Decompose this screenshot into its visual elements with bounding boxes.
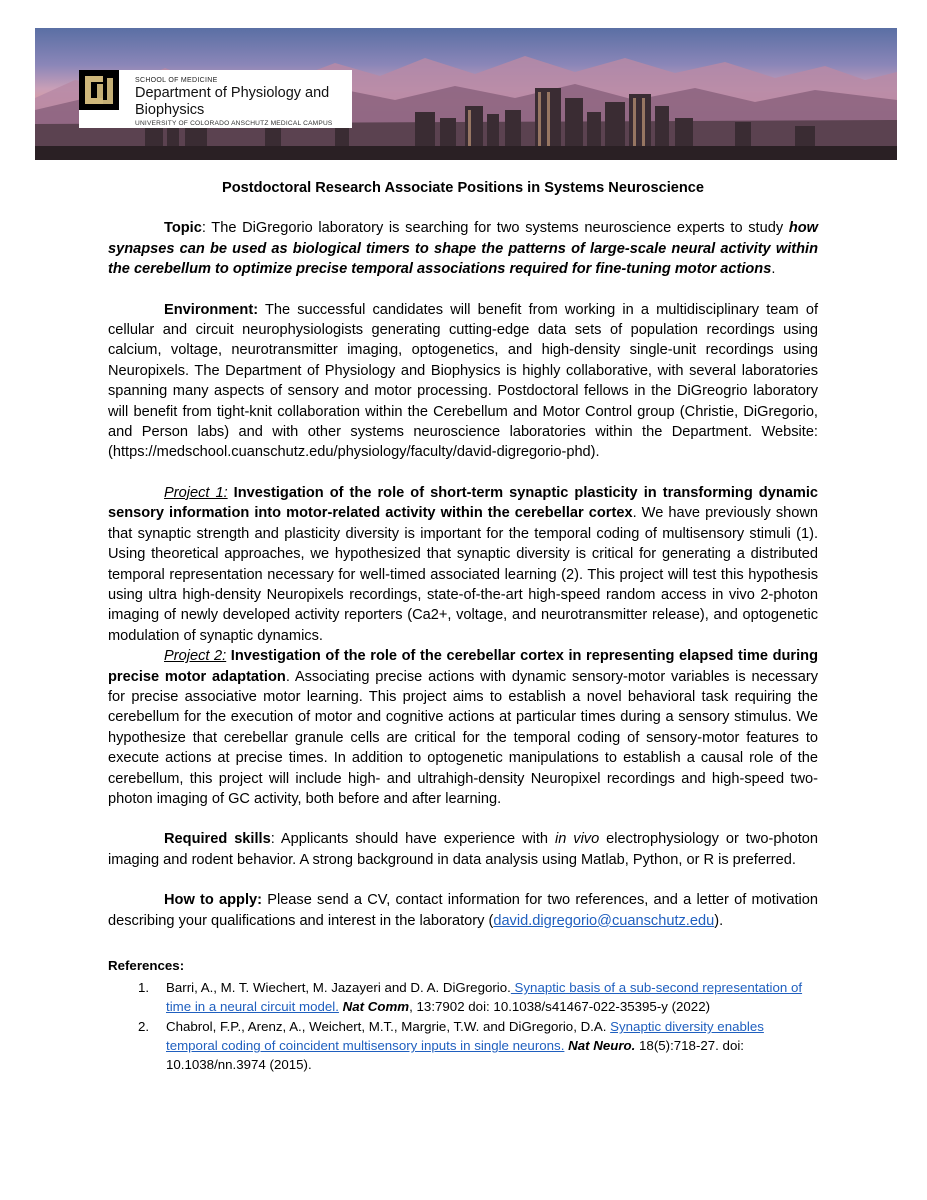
- header-banner: [35, 28, 897, 160]
- page-title: Postdoctoral Research Associate Positions in Systems Neuroscience: [221, 180, 705, 196]
- reference-number: 1.: [138, 980, 150, 995]
- environment-paragraph: [108, 300, 818, 463]
- project2-label: Project 2:: [164, 648, 227, 665]
- email-link[interactable]: david.digregorio@cuanschutz.edu: [493, 912, 715, 929]
- logo-department-text: Department of Physiology and Biophysics: [135, 85, 330, 118]
- topic-lead: : The DiGregorio laboratory is searching for two systems neuroscience experts to study: [201, 220, 789, 237]
- project1-paragraph: [108, 483, 818, 646]
- reference-journal: Nat Comm: [342, 999, 410, 1014]
- apply-text: Please send a CV, contact information for two references, and a letter of motivation describing your qualifications and interest in the laboratory (: [108, 892, 819, 929]
- reference-details: , 13:7902 doi: 10.1038/s41467-022-35395-y (2022): [409, 999, 711, 1014]
- project1-label: Project 1:: [164, 484, 228, 501]
- apply-label: How to apply:: [164, 892, 262, 909]
- project2-text: . Associating precise actions with dynamic sensory-motor variables is necessary for precise associative motor learning. This project aims to establish a novel behavioral task requiring the cerebellum for the execution of motor and cognitive actions at particular times during a sensory stimulus. We hypothesize that cerebellar granule cells are critical for the temporal coding of sensory-motor features to execute actions at precise times. In addition to optogenetic manipulations to establish a causal role of the cerebellum, this project will include high- and ultrahigh-density Neuropixel recordings and high-speed two-photon imaging of GC activity, both before and after learning.: [108, 668, 818, 807]
- topic-label: Topic: [164, 220, 202, 237]
- project2-paragraph: [108, 646, 818, 809]
- reference-number: 2.: [138, 1019, 150, 1034]
- reference-item: [108, 1017, 818, 1074]
- skills-lead: : Applicants should have experience with: [270, 831, 555, 848]
- topic-paragraph: [108, 218, 818, 279]
- reference-details: 18(5):718-27. doi: 10.1038/nn.3974 (2015).: [166, 1038, 744, 1072]
- logo-school-text: SCHOOL OF MEDICINE: [135, 77, 218, 84]
- document-body: [108, 178, 818, 931]
- apply-paragraph: [108, 890, 818, 931]
- environment-label: Environment:: [164, 301, 259, 318]
- references-heading: References:: [108, 958, 185, 973]
- reference-authors: Chabrol, F.P., Arenz, A., Weichert, M.T., Margrie, T.W. and DiGregorio, D.A.: [166, 1019, 611, 1034]
- skills-label: Required skills: [164, 831, 271, 848]
- project2-title: Investigation of the role of the cerebellar cortex in representing elapsed time during precise motor adaptation: [108, 648, 818, 685]
- reference-authors: Barri, A., M. T. Wiechert, M. Jazayeri and D. A. DiGregorio.: [166, 980, 511, 995]
- logo-university-text: UNIVERSITY OF COLORADO ANSCHUTZ MEDICAL CAMPUS: [135, 120, 333, 127]
- reference-item: [108, 978, 818, 1016]
- skills-italic: in vivo: [554, 831, 600, 848]
- reference-link[interactable]: Synaptic basis of a sub-second representation of time in a neural circuit model.: [166, 980, 803, 1014]
- project1-text: . We have previously shown that synaptic strength and plasticity diversity is important for the temporal coding of multisensory stimuli (1). Using theoretical approaches, we hypothesized that synaptic diversity is critical for generating a distributed temporal representation necessary for well-timed associated learning (2). This project will test this hypothesis using ultra high-density Neuropixels recordings, state-of-the-art high-speed random access in vivo 2-photon imaging of newly developed activity reporters (Ca2+, voltage, and neurotransmitter release), and optogenetic modulation of synaptic dynamics.: [108, 505, 819, 644]
- topic-end: .: [771, 261, 776, 278]
- department-logo: [79, 70, 352, 128]
- skills-paragraph: [108, 829, 818, 870]
- apply-end: ).: [714, 912, 724, 929]
- project1-title: Investigation of the role of short-term synaptic plasticity in transforming dynamic sensory information into motor-related activity within the cerebellar cortex: [108, 484, 818, 522]
- reference-journal: Nat Neuro.: [568, 1038, 636, 1053]
- cu-logo-icon: [79, 70, 119, 110]
- environment-text: The successful candidates will benefit from working in a multidisciplinary team of cellular and circuit neurophysiologists generating cutting-edge data sets of population recordings using calcium, voltage, neurotransmitter imaging, optogenetics, and high-density single-unit recordings using Neuropixels. The Department of Physiology and Biophysics is highly collaborative, with several laboratories spanning many aspects of sensory and motor processing. Postdoctoral fellows in the DiGreogrio laboratory will benefit from tight-knit collaboration within the Cerebellum and Motor Control group (Christie, DiGregorio, and Person labs) and with other systems neuroscience laboratories within the Department. Website: (https://medschool.cuanschutz.edu/physiology/faculty/david-digregorio-phd).: [108, 301, 818, 461]
- reference-link[interactable]: Synaptic diversity enables temporal coding of coincident multisensory inputs in single neurons.: [166, 1019, 764, 1053]
- topic-emphasis: how synapses can be used as biological timers to shape the patterns of large-scale neural activity within the cerebellum to optimize precise temporal associations required for fine-tuning motor actions: [108, 220, 818, 278]
- skills-text: electrophysiology or two-photon imaging and rodent behavior. A strong background in data analysis using Matlab, Python, or R is preferred.: [108, 831, 819, 868]
- references-section: [108, 956, 818, 1075]
